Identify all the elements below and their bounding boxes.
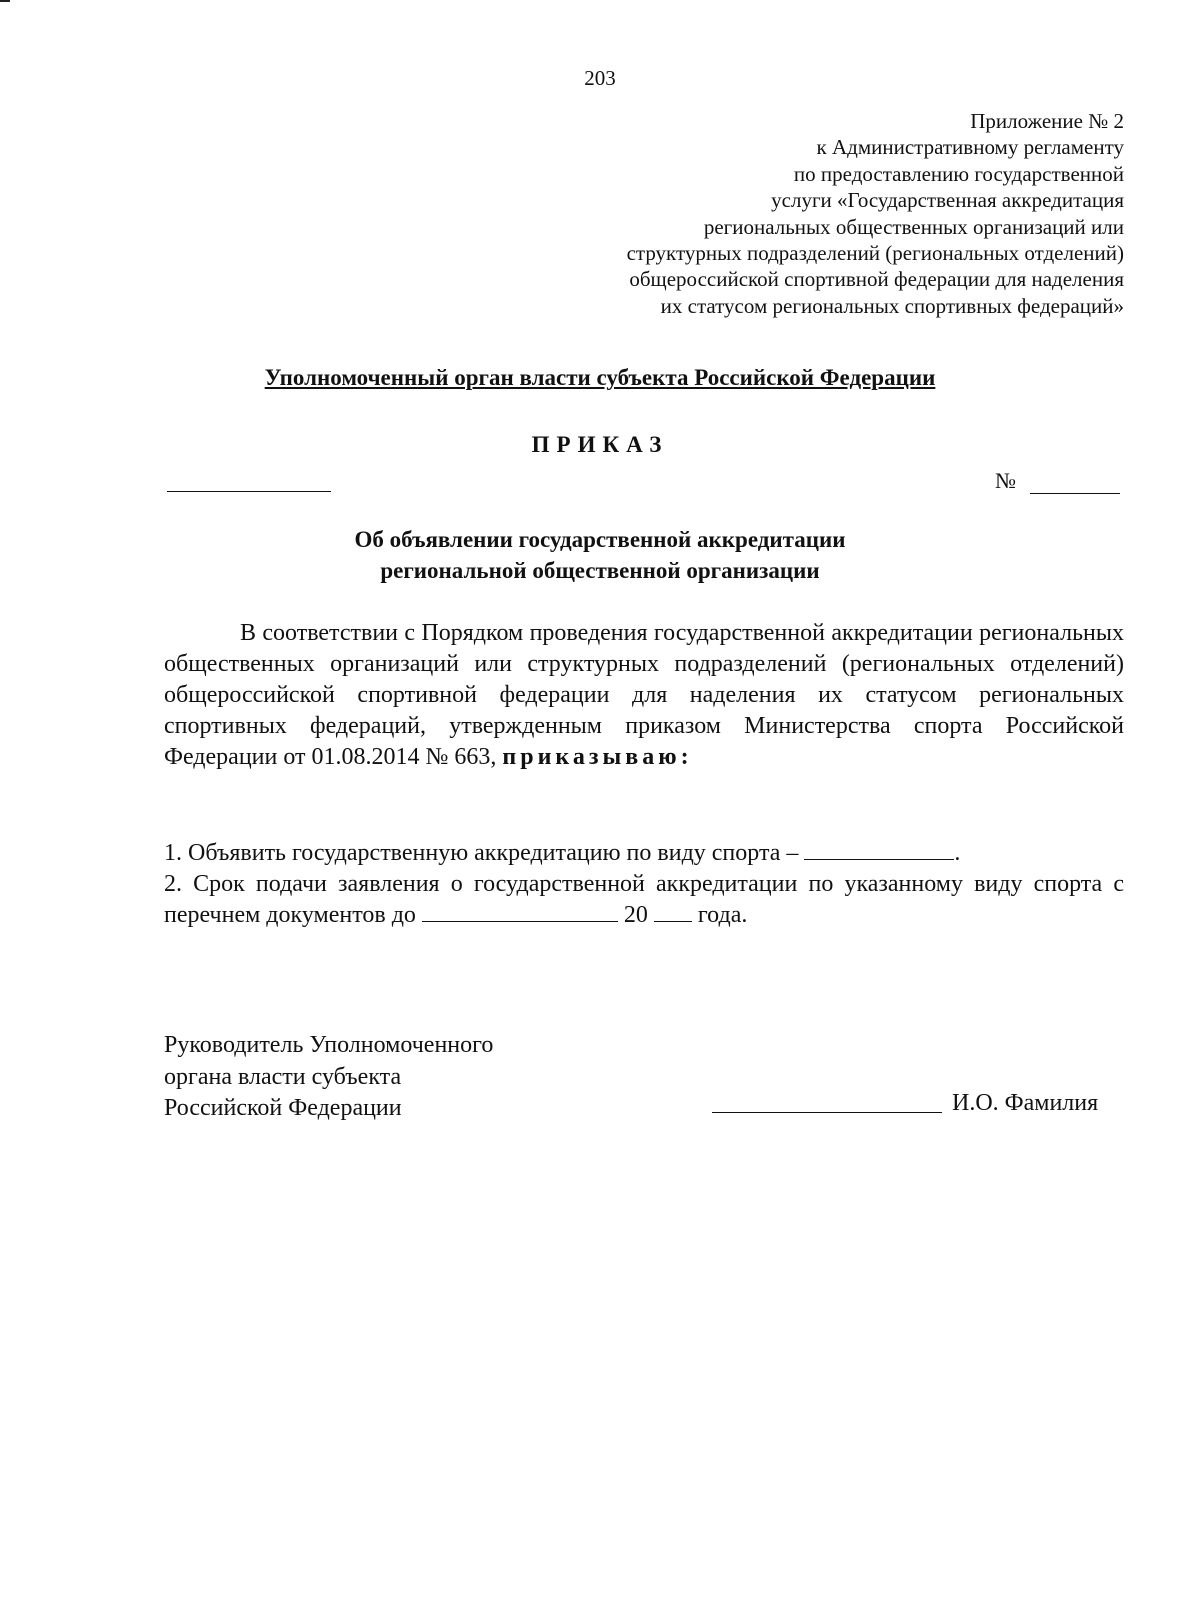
order-items xyxy=(164,838,1124,931)
body-text: В соответствии с Порядком проведения государственной аккредитации региональных общественных организаций или структурных подразделений (региональных отделений) общероссийской спортивной федерации для наделения их статусом региональных спортивных федераций, утвержденным приказом Министерства спорта Российской Федерации от 01.08.2014 № 663, xyxy=(164,620,1124,770)
appendix-line: общероссийской спортивной федерации для наделения xyxy=(629,267,1124,292)
year-blank-line xyxy=(654,901,692,922)
sport-blank-line xyxy=(804,839,954,860)
appendix-line: услуги «Государственная аккредитация xyxy=(771,188,1124,213)
item-1-text: 1. Объявить государственную аккредитацию по виду спорта – xyxy=(164,840,805,866)
appendix-line: по предоставлению государственной xyxy=(793,161,1124,186)
date-blank-line xyxy=(167,491,331,492)
page-number: 203 xyxy=(584,66,616,90)
signatory-name: И.О. Фамилия xyxy=(952,1090,1099,1116)
signatory-line: Российской Федерации xyxy=(164,1095,402,1121)
signatory-line: органа власти субъекта xyxy=(164,1063,402,1090)
appendix-block xyxy=(627,108,1124,319)
authority-heading: Уполномоченный орган власти субъекта Российской Федерации xyxy=(264,365,936,390)
appendix-line: Приложение № 2 xyxy=(970,109,1124,133)
appendix-line: их статусом региональных спортивных федераций» xyxy=(660,293,1124,318)
item-2-text: 2. Срок подачи заявления о государственной аккредитации по указанному виду спорта с перечнем документов до xyxy=(164,871,1124,928)
signatory-block xyxy=(164,1030,493,1125)
item-1-end: . xyxy=(954,840,961,866)
order-subject xyxy=(0,524,1200,586)
deadline-date-blank-line xyxy=(422,901,618,922)
appendix-line: структурных подразделений (региональных отделений) xyxy=(626,241,1124,266)
order-word: приказываю: xyxy=(502,744,693,770)
signature-blank-line xyxy=(712,1112,942,1113)
body-paragraph xyxy=(164,618,1124,773)
order-item-2 xyxy=(164,869,1124,931)
signatory-line: Руководитель Уполномоченного xyxy=(164,1032,494,1058)
item-2-end: года. xyxy=(691,902,748,928)
scan-mark xyxy=(0,0,10,2)
item-2-year-prefix: 20 xyxy=(617,902,654,928)
order-item-1 xyxy=(164,838,1124,869)
appendix-line: региональных общественных организаций или xyxy=(703,214,1124,239)
appendix-line: к Административному регламенту xyxy=(816,135,1124,160)
subject-line: Об объявлении государственной аккредитации xyxy=(354,527,846,552)
order-number-label: № xyxy=(995,468,1016,493)
order-title: ПРИКАЗ xyxy=(531,432,669,457)
subject-line: региональной общественной организации xyxy=(380,558,820,583)
order-number-blank-line xyxy=(1030,493,1120,494)
